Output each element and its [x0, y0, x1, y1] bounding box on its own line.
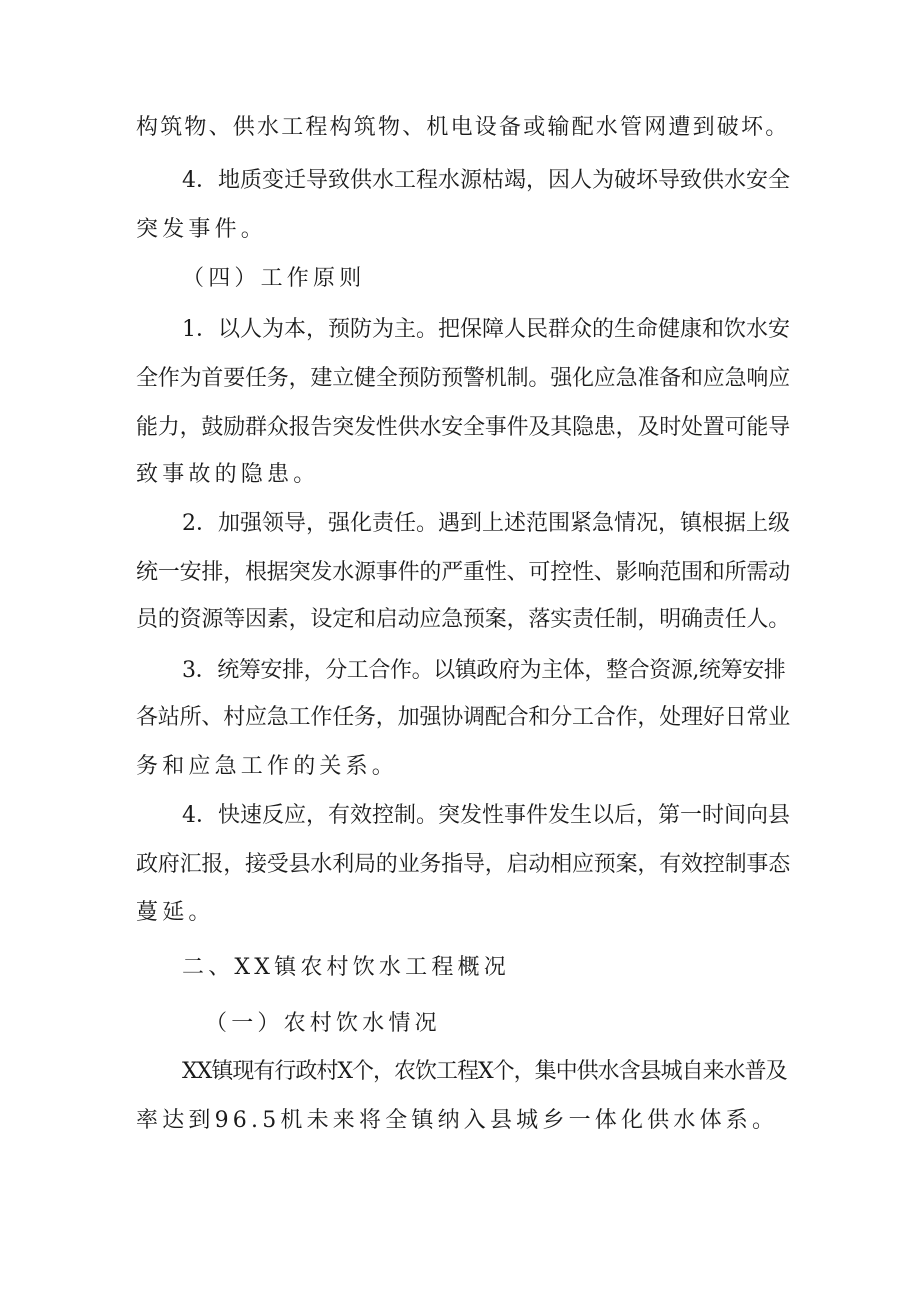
paragraph-line: 员的资源等因素，设定和启动应急预案，落实责任制，明确责任人。: [136, 607, 791, 632]
paragraph-line: XX镇现有行政村X个，农饮工程X个，集中供水含县城自来水普及: [182, 1059, 787, 1084]
paragraph-line: 3．统筹安排，分工合作。以镇政府为主体，整合资源,统筹安排: [182, 658, 786, 683]
paragraph-line: 各站所、村应急工作任务，加强协调配合和分工合作，处理好日常业: [136, 705, 791, 730]
paragraph-line: 突发事件。: [136, 217, 268, 242]
paragraph-line: 4．快速反应，有效控制。突发性事件发生以后，第一时间向县: [182, 803, 790, 828]
paragraph-line: 1．以人为本，预防为主。把保障人民群众的生命健康和饮水安: [182, 317, 790, 342]
paragraph-line: 全作为首要任务，建立健全预防预警机制。强化应急准备和应急响应: [136, 366, 791, 391]
paragraph-line: 务和应急工作的关系。: [136, 754, 399, 779]
chapter-heading: 二、XX镇农村饮水工程概况: [182, 955, 510, 980]
paragraph-line: 蔓延。: [136, 900, 215, 925]
section-heading: （一）农村饮水情况: [205, 1011, 441, 1036]
paragraph-line: 2．加强领导，强化责任。遇到上述范围紧急情况，镇根据上级: [182, 511, 790, 536]
paragraph-line: 统一安排，根据突发水源事件的严重性、可控性、影响范围和所需动: [136, 560, 791, 585]
paragraph-line: 致事故的隐患。: [136, 462, 320, 487]
paragraph-line: 率达到96.5机未来将全镇纳入县城乡一体化供水体系。: [136, 1108, 779, 1133]
paragraph-line: 4．地质变迁导致供水工程水源枯竭，因人为破坏导致供水安全: [182, 168, 790, 193]
section-heading: （四）工作原则: [182, 266, 366, 291]
paragraph-line: 政府汇报，接受县水利局的业务指导，启动相应预案，有效控制事态: [136, 852, 791, 877]
paragraph-line: 构筑物、供水工程构筑物、机电设备或输配水管网遭到破坏。: [136, 115, 790, 140]
paragraph-line: 能力，鼓励群众报告突发性供水安全事件及其隐患，及时处置可能导: [136, 415, 791, 440]
